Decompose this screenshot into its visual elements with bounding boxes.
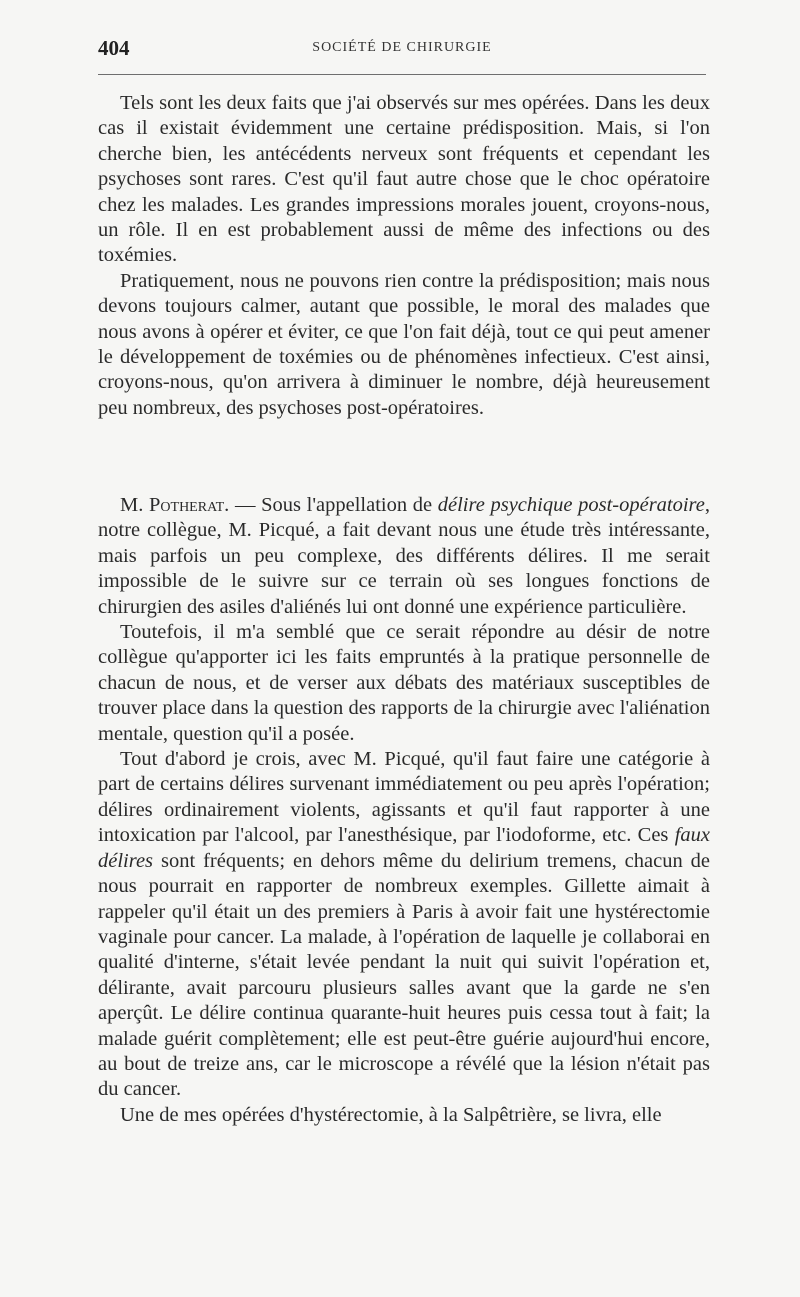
paragraph: M. Potherat. — Sous l'appellation de délire psychique post-opératoire, notre collègue, M. Picqué, a fait devant nous une étude très intéressante, mais parfois un peu complexe, des différents délires. Il me serait impossible de le suivre sur ce terrain où ses longues fonctions de chirurgien des asiles d'aliénés lui ont donné une expérience particulière. — [98, 494, 711, 618]
page-header — [98, 36, 706, 60]
text-section-potherat — [98, 493, 710, 1128]
paragraph: Tels sont les deux faits que j'ai observés sur mes opérées. Dans les deux cas il existait évidemment une certaine prédisposition. Mais, si l'on cherche bien, les antécédents nerveux sont fréquents et cependant les psychoses sont rares. C'est qu'il faut autre chose que le choc opératoire chez les malades. Les grandes impressions morales jouent, croyons-nous, un rôle. Il en est probablement aussi de même des infections ou des toxémies. — [98, 92, 710, 267]
paragraph: Tout d'abord je crois, avec M. Picqué, qu'il faut faire une catégorie à part de certains délires survenant immédiatement ou peu après l'opération; délires ordinairement violents, agissants et qu'il faut rapporter à une intoxication par l'alcool, par l'anesthésique, par l'iodoforme, etc. Ces faux délires sont fréquents; en dehors même du delirium tremens, chacun de nous pourrait en rapporter de nombreux exemples. Gillette aimait à rappeler qu'il était un des premiers à Paris à avoir fait une hystérectomie vaginale pour cancer. La malade, à l'opération de laquelle je collaborai en qualité d'interne, s'était levée pendant la nuit qui suivit l'opération et, délirante, avait parcouru plusieurs salles avant que la garde ne s'en aperçût. Le délire continua quarante-huit heures puis cessa tout à fait; la malade guérit complètement; elle est peut-être guérie aujourd'hui encore, au bout de treize ans, car le microscope a révélé que la lésion n'était pas du cancer. — [98, 748, 710, 1101]
paragraph: Une de mes opérées d'hystérectomie, à la Salpêtrière, se livra, elle — [120, 1103, 662, 1126]
page-number: 404 — [98, 36, 130, 60]
italic-term: délire psychique post-opératoire — [437, 494, 705, 516]
paragraph: Toutefois, il m'a semblé que ce serait répondre au désir de notre collègue qu'apporter ici les faits empruntés à la pratique personnelle de chacun de nous, et de verser aux débats des matériaux susceptibles de trouver place dans la question des rapports de la chirurgie avec l'aliénation mentale, question qu'il a posée. — [98, 621, 710, 745]
paragraph: Pratiquement, nous ne pouvons rien contre la prédisposition; mais nous devons toujours calmer, autant que possible, le moral des malades que nous avons à opérer et éviter, ce que l'on fait déjà, tout ce qui peut amener le développement de toxémies ou de phénomènes infectieux. C'est ainsi, croyons-nous, qu'on arrivera à diminuer le nombre, déjà heureusement peu nombreux, des psychoses post-opératoires. — [98, 269, 710, 419]
running-title: SOCIÉTÉ DE CHIRURGIE — [312, 40, 492, 55]
speaker-name: M. Potherat. — [120, 494, 230, 516]
text-section-conclusion — [98, 91, 710, 421]
italic-term: faux délires — [98, 824, 710, 872]
header-rule — [98, 74, 706, 75]
